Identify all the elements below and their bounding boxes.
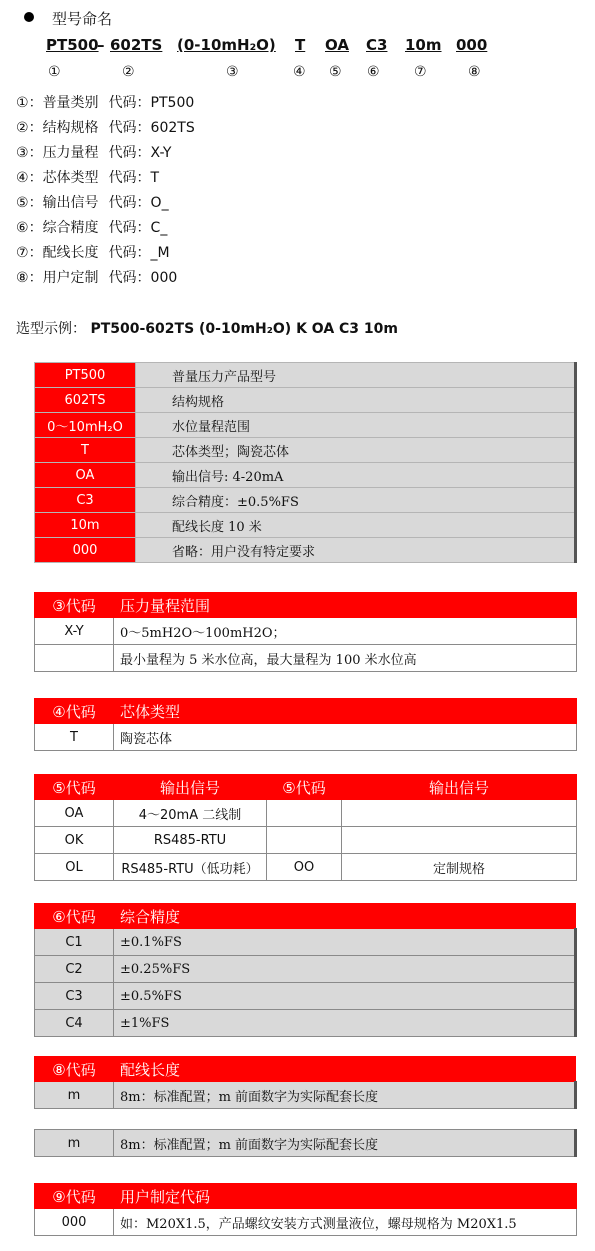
example-label: 选型示例： bbox=[16, 321, 86, 337]
legend-item: ⑥：综合精度 代码：C_ bbox=[16, 220, 168, 236]
legend-item: ⑦：配线长度 代码：_M bbox=[16, 245, 170, 261]
table-row: C1 ±0.1%FS bbox=[35, 929, 576, 956]
range-table bbox=[34, 592, 577, 672]
cable-length-table-repeat bbox=[34, 1129, 577, 1157]
summary-table bbox=[34, 362, 577, 563]
table-row: C3 综合精度：±0.5%FS bbox=[35, 488, 576, 513]
model-part-5: OA bbox=[325, 36, 349, 54]
table-row: C3 ±0.5%FS bbox=[35, 983, 576, 1010]
table-row: PT500 普量压力产品型号 bbox=[35, 363, 576, 388]
table-row: OK RS485-RTU bbox=[35, 827, 577, 854]
table-row: m 8m：标准配置；m 前面数字为实际配套长度 bbox=[35, 1130, 576, 1157]
table-header: ③代码 压力量程范围 bbox=[35, 593, 577, 618]
table-row: 最小量程为 5 米水位高，最大量程为 100 米水位高 bbox=[35, 645, 577, 672]
table-row: 602TS 结构规格 bbox=[35, 388, 576, 413]
table-row: 10m 配线长度 10 米 bbox=[35, 513, 576, 538]
bullet-icon bbox=[24, 12, 34, 22]
model-part-6: C3 bbox=[366, 36, 388, 54]
core-type-table bbox=[34, 698, 577, 751]
circle-number-6: ⑥ bbox=[367, 64, 380, 80]
table-header: ④代码 芯体类型 bbox=[35, 699, 577, 724]
circle-number-1: ① bbox=[48, 64, 61, 80]
model-part-7: 10m bbox=[405, 36, 442, 54]
legend-item: ⑧：用户定制 代码：000 bbox=[16, 270, 178, 286]
table-header: ⑤代码 输出信号 ⑤代码 输出信号 bbox=[35, 775, 577, 800]
model-part-3: (0-10mH₂O) bbox=[177, 36, 276, 54]
model-part-2: 602TS bbox=[110, 36, 163, 54]
accuracy-table bbox=[34, 903, 577, 1037]
cable-length-table bbox=[34, 1056, 577, 1109]
table-row: X-Y 0～5mH2O～100mH2O； bbox=[35, 618, 577, 645]
table-row: OA 4～20mA 二线制 bbox=[35, 800, 577, 827]
table-row: C4 ±1%FS bbox=[35, 1010, 576, 1037]
cropped-text-line bbox=[34, 573, 589, 581]
legend-item: ②：结构规格 代码：602TS bbox=[16, 120, 195, 136]
circle-number-3: ③ bbox=[226, 64, 239, 80]
legend-item: ④：芯体类型 代码：T bbox=[16, 170, 160, 186]
circle-number-8: ⑧ bbox=[468, 64, 481, 80]
table-row: T 芯体类型；陶瓷芯体 bbox=[35, 438, 576, 463]
table-row: m 8m：标准配置；m 前面数字为实际配套长度 bbox=[35, 1082, 576, 1109]
table-header: ⑧代码 配线长度 bbox=[35, 1057, 576, 1082]
table-row: 0～10mH₂O 水位量程范围 bbox=[35, 413, 576, 438]
table-row: OL RS485-RTU（低功耗） OO 定制规格 bbox=[35, 854, 577, 881]
model-part-1: PT500 bbox=[46, 36, 99, 54]
table-header: ⑥代码 综合精度 bbox=[35, 904, 576, 929]
legend-item: ③：压力量程 代码：X-Y bbox=[16, 145, 172, 161]
circle-number-4: ④ bbox=[293, 64, 306, 80]
example-value: PT500-602TS (0-10mH₂O) K OA C3 10m bbox=[90, 321, 398, 337]
circle-number-5: ⑤ bbox=[329, 64, 342, 80]
table-row: 000 如：M20X1.5，产品螺纹安装方式测量液位，螺母规格为 M20X1.5 bbox=[35, 1209, 577, 1236]
table-row: OA 输出信号: 4-20mA bbox=[35, 463, 576, 488]
table-header: ⑨代码 用户制定代码 bbox=[35, 1184, 577, 1209]
output-signal-table bbox=[34, 774, 577, 881]
circle-number-7: ⑦ bbox=[414, 64, 427, 80]
model-part-dash: – bbox=[97, 36, 105, 54]
circle-number-2: ② bbox=[122, 64, 135, 80]
legend-item: ①：普量类别 代码：PT500 bbox=[16, 95, 195, 111]
table-row: 000 省略：用户没有特定要求 bbox=[35, 538, 576, 563]
table-row: C2 ±0.25%FS bbox=[35, 956, 576, 983]
custom-code-table bbox=[34, 1183, 577, 1236]
section-heading: 型号命名 bbox=[52, 10, 113, 28]
selection-example bbox=[16, 318, 398, 338]
model-part-8: 000 bbox=[456, 36, 488, 54]
table-row: T 陶瓷芯体 bbox=[35, 724, 577, 751]
legend-item: ⑤：输出信号 代码：O_ bbox=[16, 195, 169, 211]
model-part-4: T bbox=[295, 36, 306, 54]
